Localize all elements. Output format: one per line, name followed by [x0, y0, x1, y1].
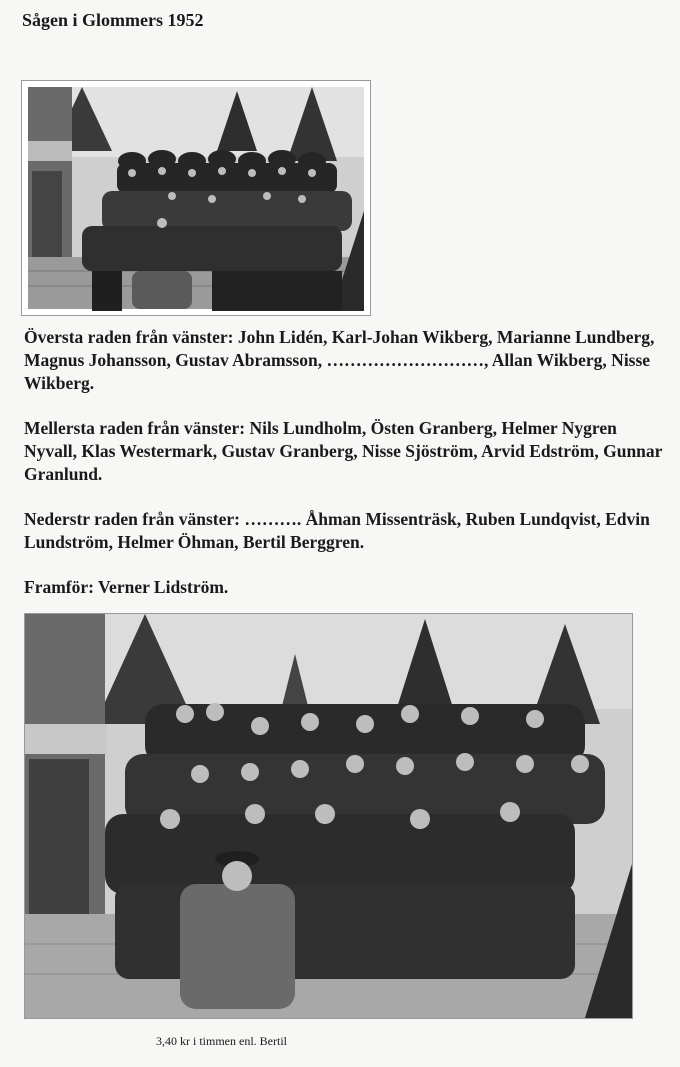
- faint-mark: [8, 1034, 11, 1045]
- captions: [24, 326, 664, 621]
- caption-front: Framför: Verner Lidström.: [24, 577, 229, 597]
- group-photo-large: [24, 613, 633, 1019]
- caption-top-row: Översta raden från vänster: John Lidén, Karl-Johan Wikberg, Marianne Lundberg, Magnus Johansson, Gustav Abramsson, ………………………, Allan Wikberg, Nisse Wikberg.: [24, 327, 655, 393]
- page-title: Sågen i Glommers 1952: [22, 10, 204, 30]
- caption-middle-row: Mellersta raden från vänster: Nils Lundholm, Östen Granberg, Helmer Nygren Nyvall, Klas Westermark, Gustav Granberg, Nisse Sjöström, Arvid Edström, Gunnar Granlund.: [24, 418, 663, 484]
- group-photo-large-image: [25, 614, 632, 1018]
- group-photo-small-image: [22, 81, 370, 315]
- caption-bottom-row: Nederstr raden från vänster: ………. Åhman Missenträsk, Ruben Lundqvist, Edvin Lundström, Helmer Öhman, Bertil Berggren.: [24, 509, 650, 552]
- footer-note: 3,40 kr i timmen enl. Bertil: [156, 1034, 287, 1048]
- group-photo-small: [21, 80, 371, 316]
